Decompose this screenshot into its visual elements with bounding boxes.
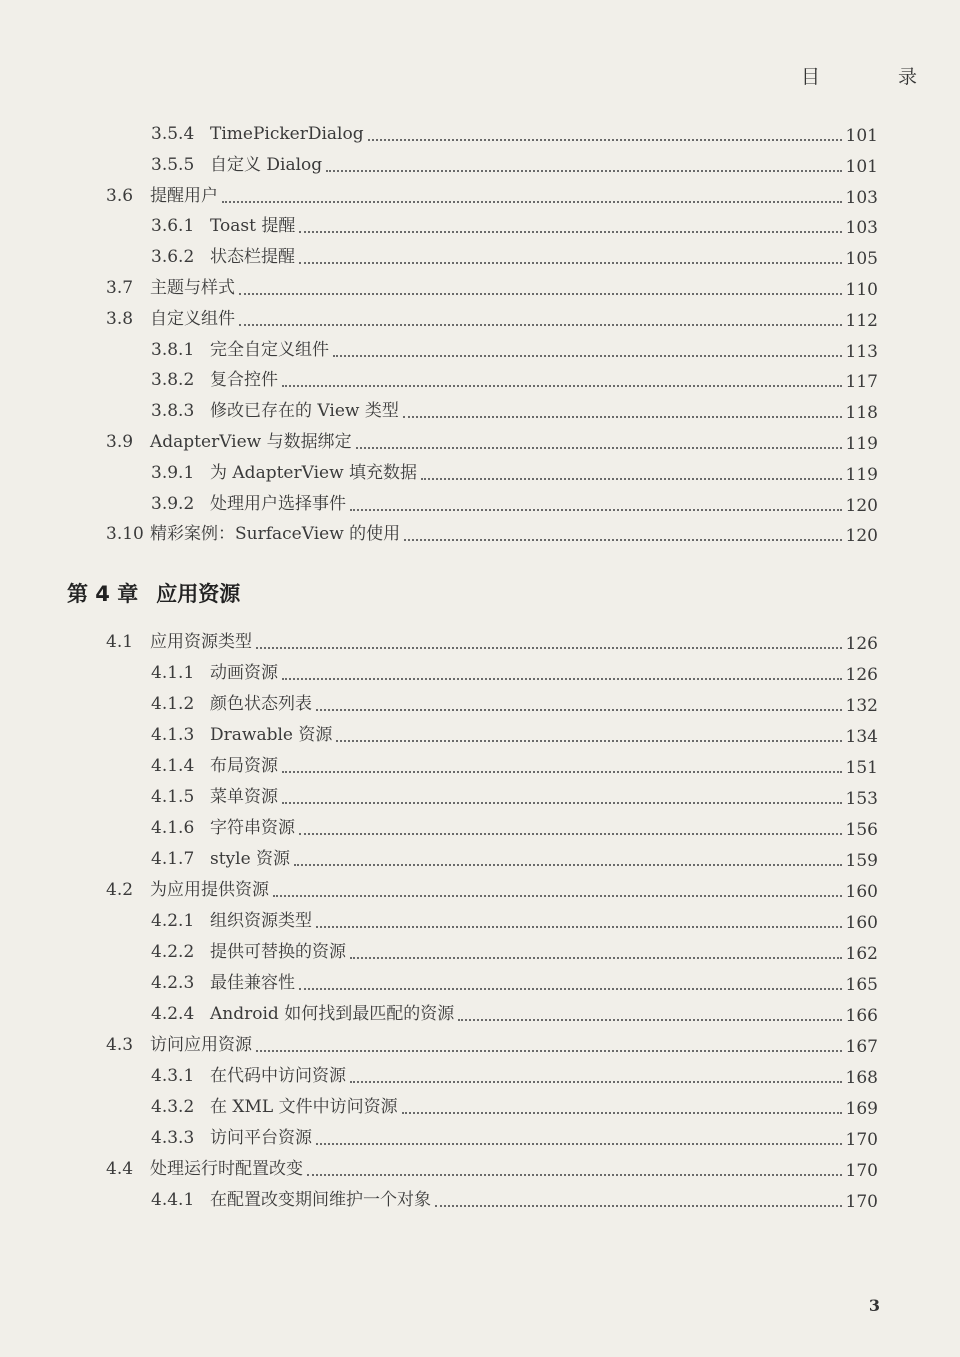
toc-entry-number: 4.3.3 (151, 1128, 195, 1148)
chapter-heading (67, 578, 240, 608)
dot-leader (316, 926, 842, 928)
toc-entry-page: 119 (845, 434, 878, 454)
dot-leader (316, 709, 842, 711)
toc-entry-title: Drawable 资源 (210, 725, 333, 745)
toc-entry-number: 3.6 (106, 185, 134, 206)
toc-entry (0, 490, 960, 518)
toc-entry-page: 112 (845, 310, 878, 331)
toc-entry-page: 126 (845, 634, 878, 654)
toc-entry (0, 721, 960, 749)
toc-entry-number: 3.5.4 (151, 124, 195, 144)
toc-entry-page: 170 (845, 1161, 878, 1181)
toc-entry-page: 120 (845, 526, 878, 547)
dot-leader (402, 1112, 842, 1114)
toc-entry (0, 397, 960, 425)
toc-entry-page: 118 (845, 403, 878, 424)
toc-entry (0, 783, 960, 811)
dot-leader (435, 1205, 842, 1207)
toc-entry-title: 访问平台资源 (210, 1128, 312, 1148)
toc-entry-page: 126 (845, 665, 878, 685)
toc-entry-number: 4.3.2 (151, 1097, 195, 1117)
toc-entry-page: 132 (845, 696, 878, 716)
dot-leader (299, 988, 842, 990)
toc-entry-number: 4.3 (106, 1035, 134, 1055)
toc-entry-title: 复合控件 (210, 370, 278, 391)
toc-entry-number: 3.9.1 (151, 462, 195, 483)
dot-leader (368, 139, 842, 141)
toc-entry (0, 305, 960, 333)
dot-leader (333, 355, 842, 357)
toc-entry-number: 3.6.2 (151, 247, 195, 268)
toc-entry-title: 为应用提供资源 (150, 880, 269, 900)
dot-leader (256, 1050, 842, 1052)
toc-entry-number: 4.1.4 (151, 756, 195, 776)
toc-entry-page: 170 (845, 1130, 878, 1150)
toc-entry (0, 938, 960, 966)
dot-leader (239, 293, 842, 295)
toc-entry-title: 提供可替换的资源 (210, 942, 346, 962)
toc-entry-page: 119 (845, 464, 878, 485)
toc-entry-page: 156 (845, 820, 878, 840)
toc-entry-title: 在 XML 文件中访问资源 (210, 1097, 398, 1117)
dot-leader (458, 1019, 842, 1021)
toc-entry-number: 4.1.1 (151, 663, 195, 683)
toc-entry-page: 168 (845, 1068, 878, 1088)
dot-leader (282, 802, 842, 804)
toc-entry-title: 处理用户选择事件 (210, 493, 346, 514)
toc-entry-title: Android 如何找到最匹配的资源 (210, 1004, 455, 1024)
toc-entry-title: 自定义 Dialog (210, 154, 323, 175)
dot-leader (307, 1174, 842, 1176)
toc-entry-number: 4.4 (106, 1159, 134, 1179)
toc-entry-title: 访问应用资源 (150, 1035, 252, 1055)
toc-entry-page: 170 (845, 1192, 878, 1212)
toc-entry (0, 428, 960, 456)
toc-entry-page: 159 (845, 851, 878, 871)
toc-entry-title: 字符串资源 (210, 818, 295, 838)
chapter-title: 应用资源 (156, 582, 241, 606)
dot-leader (282, 678, 842, 680)
toc-entry (0, 1186, 960, 1214)
toc-entry (0, 520, 960, 548)
dot-leader (403, 416, 842, 418)
toc-entry-number: 3.9 (106, 432, 134, 452)
toc-entry-number: 3.6.1 (151, 216, 195, 237)
dot-leader (326, 170, 842, 172)
toc-entry-title: 在代码中访问资源 (210, 1066, 346, 1086)
toc-entry-title: 精彩案例：SurfaceView 的使用 (150, 524, 401, 545)
toc-entry-number: 4.1.6 (151, 818, 195, 838)
dot-leader (336, 740, 842, 742)
toc-entry-title: 主题与样式 (150, 278, 235, 298)
toc-entry (0, 907, 960, 935)
toc-entry (0, 120, 960, 148)
toc-entry-page: 134 (845, 727, 878, 747)
toc-entry-number: 4.1.3 (151, 725, 195, 745)
toc-entry (0, 969, 960, 997)
toc-entry-title: 处理运行时配置改变 (150, 1159, 303, 1179)
toc-entry-title: 完全自定义组件 (210, 339, 329, 360)
page-number: 3 (868, 1296, 880, 1315)
toc-entry-title: TimePickerDialog (210, 124, 364, 144)
dot-leader (350, 1081, 842, 1083)
toc-entry (0, 366, 960, 394)
dot-leader (299, 231, 842, 233)
toc-entry (0, 1031, 960, 1059)
toc-entry-number: 4.1.7 (151, 849, 195, 869)
toc-entry-title: 动画资源 (210, 663, 278, 683)
toc-entry-title: 最佳兼容性 (210, 973, 295, 993)
dot-leader (404, 539, 842, 541)
toc-entry-title: style 资源 (210, 849, 291, 869)
toc-entry-number: 4.2.4 (151, 1004, 195, 1024)
toc-entry-page: 103 (845, 187, 878, 208)
toc-entry-number: 3.9.2 (151, 493, 195, 514)
toc-entry-number: 4.2 (106, 880, 134, 900)
dot-leader (350, 509, 842, 511)
toc-entry-page: 120 (845, 495, 878, 516)
dot-leader (256, 647, 842, 649)
dot-leader (273, 895, 842, 897)
toc-entry (0, 628, 960, 656)
toc-entry-page: 113 (845, 341, 878, 362)
toc-entry-number: 3.5.5 (151, 154, 195, 175)
toc-entry-number: 4.4.1 (151, 1190, 195, 1210)
dot-leader (294, 864, 842, 866)
toc-entry (0, 1155, 960, 1183)
toc-entry-page: 160 (845, 882, 878, 902)
toc-entry-page: 165 (845, 975, 878, 995)
dot-leader (316, 1143, 842, 1145)
toc-entry-title: 颜色状态列表 (210, 694, 312, 714)
running-head: 目 录 (801, 66, 954, 88)
toc-entry-page: 153 (845, 789, 878, 809)
toc-entry (0, 1062, 960, 1090)
toc-entry (0, 182, 960, 210)
toc-entry (0, 1000, 960, 1028)
toc-entry-page: 117 (845, 372, 878, 393)
toc-entry-number: 3.8.1 (151, 339, 195, 360)
toc-entry-number: 4.2.1 (151, 911, 195, 931)
toc-entry-page: 101 (845, 126, 878, 146)
dot-leader (299, 262, 842, 264)
toc-entry (0, 459, 960, 487)
toc-entry-title: 自定义组件 (150, 308, 235, 329)
toc-entry (0, 274, 960, 302)
toc-entry-title: 组织资源类型 (210, 911, 312, 931)
toc-entry-title: Toast 提醒 (210, 216, 296, 237)
toc-entry-title: 应用资源类型 (150, 632, 252, 652)
toc-entry-page: 110 (845, 280, 878, 300)
toc-entry-number: 4.1.5 (151, 787, 195, 807)
toc-entry (0, 151, 960, 179)
toc-entry (0, 690, 960, 718)
dot-leader (239, 324, 842, 326)
toc-entry (0, 243, 960, 271)
toc-entry (0, 1124, 960, 1152)
toc-entry-number: 4.2.3 (151, 973, 195, 993)
toc-entry-title: AdapterView 与数据绑定 (150, 432, 352, 452)
toc-entry-title: 菜单资源 (210, 787, 278, 807)
toc-entry (0, 659, 960, 687)
toc-entry-title: 提醒用户 (150, 185, 218, 206)
toc-entry-title: 修改已存在的 View 类型 (210, 401, 399, 422)
dot-leader (421, 478, 842, 480)
toc-entry-title: 布局资源 (210, 756, 278, 776)
chapter-label: 第 4 章 (67, 582, 139, 606)
toc-entry-title: 在配置改变期间维护一个对象 (210, 1190, 431, 1210)
toc-entry-title: 状态栏提醒 (210, 247, 295, 268)
toc-entry (0, 845, 960, 873)
toc-entry-number: 4.1.2 (151, 694, 195, 714)
dot-leader (299, 833, 842, 835)
toc-entry-number: 3.10 (106, 524, 144, 545)
toc-entry-page: 103 (845, 218, 878, 239)
dot-leader (282, 385, 842, 387)
toc-entry-number: 3.8.2 (151, 370, 195, 391)
toc-entry (0, 212, 960, 240)
toc-entry-page: 169 (845, 1099, 878, 1119)
toc-entry-page: 105 (845, 249, 878, 270)
toc-entry-page: 160 (845, 913, 878, 933)
toc-entry-page: 166 (845, 1006, 878, 1026)
toc-entry-number: 4.1 (106, 632, 134, 652)
toc-entry-page: 162 (845, 944, 878, 964)
dot-leader (282, 771, 842, 773)
toc-entry (0, 876, 960, 904)
toc-entry-number: 4.2.2 (151, 942, 195, 962)
toc-entry-title: 为 AdapterView 填充数据 (210, 462, 418, 483)
toc-entry (0, 814, 960, 842)
toc-entry-number: 4.3.1 (151, 1066, 195, 1086)
toc-entry-number: 3.7 (106, 278, 134, 298)
toc-entry-number: 3.8 (106, 308, 134, 329)
toc-entry (0, 336, 960, 364)
dot-leader (350, 957, 842, 959)
toc-entry (0, 752, 960, 780)
dot-leader (222, 201, 842, 203)
dot-leader (356, 447, 842, 449)
toc-entry-number: 3.8.3 (151, 401, 195, 422)
toc-entry-page: 101 (845, 156, 878, 177)
toc-entry-page: 151 (845, 758, 878, 778)
toc-entry-page: 167 (845, 1037, 878, 1057)
toc-entry (0, 1093, 960, 1121)
